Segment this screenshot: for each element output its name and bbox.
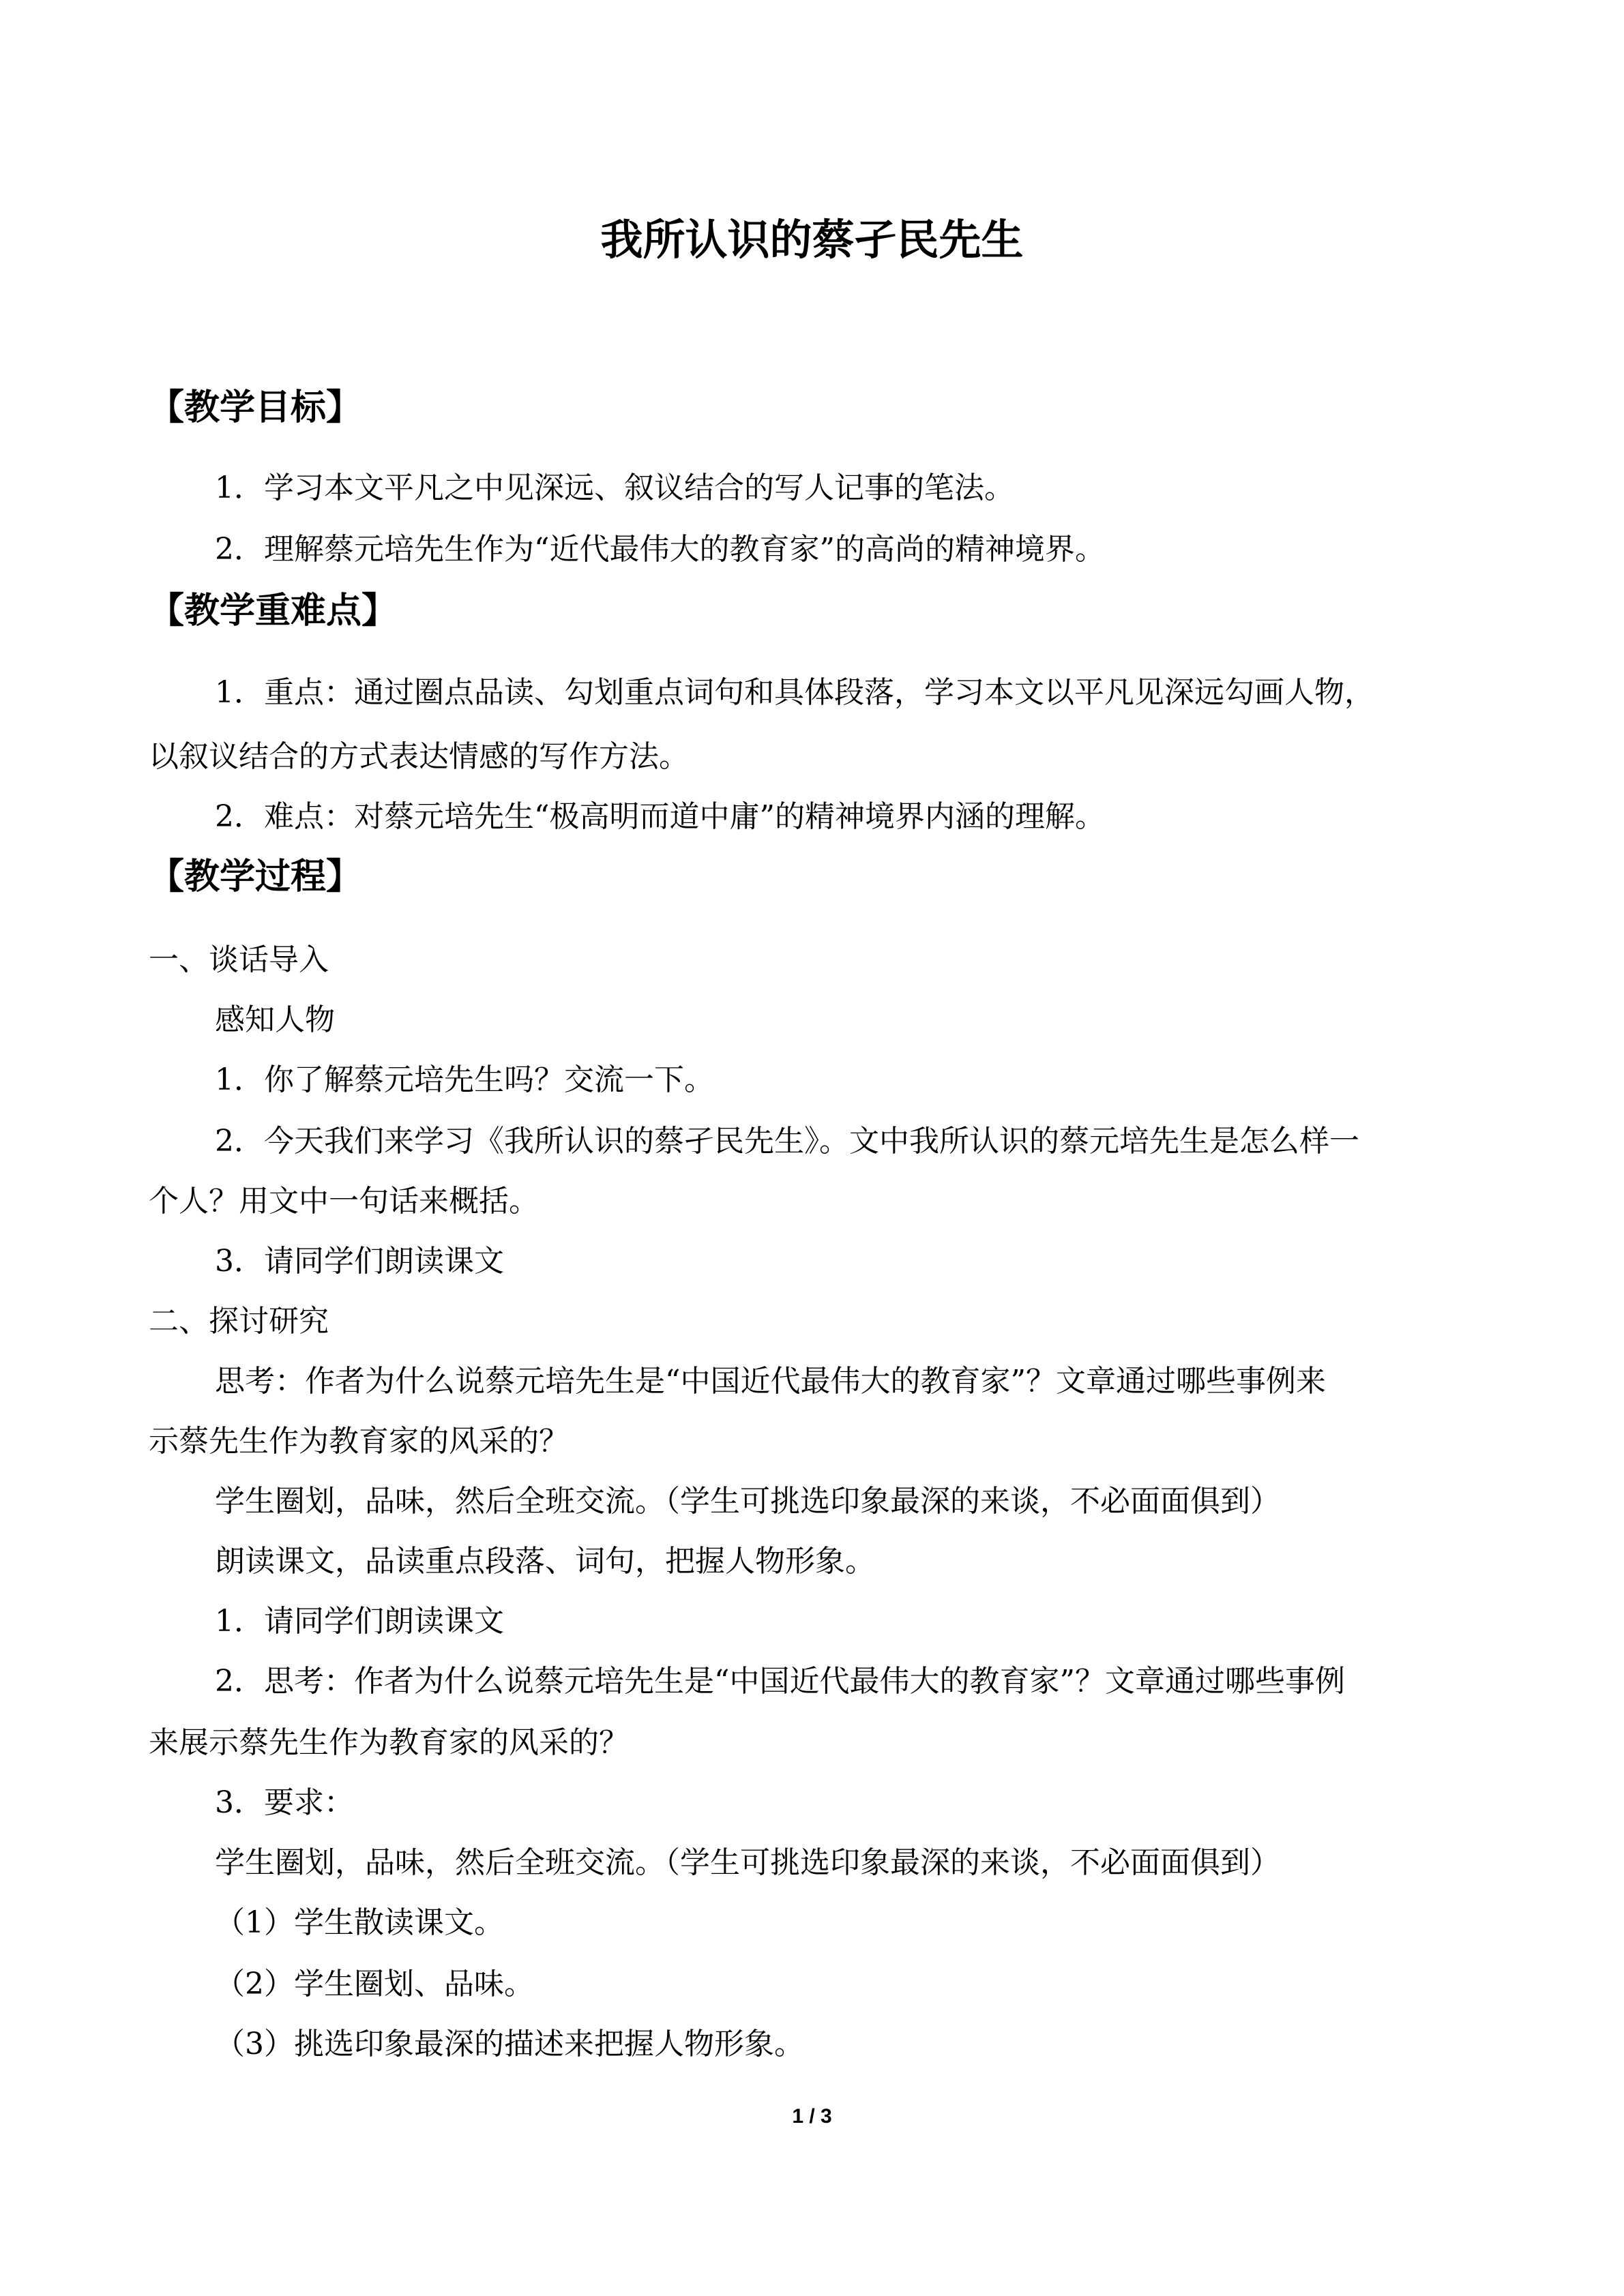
page-title: 我所认识的蔡孑民先生 <box>600 215 1024 265</box>
goal-item-1: 1．学习本文平凡之中见深远、叙议结合的写人记事的笔法。 <box>215 471 1014 505</box>
section-heading-process: 【教学过程】 <box>149 856 362 897</box>
paragraph-line: 3．要求： <box>215 1785 354 1820</box>
goal-item-2: 2．理解蔡元培先生作为“近代最伟大的教育家”的高尚的精神境界。 <box>215 532 1105 567</box>
section-heading-difficulties: 【教学重难点】 <box>149 591 398 631</box>
difficulty-item-2: 2．难点：对蔡元培先生“极高明而道中庸”的精神境界内涵的理解。 <box>215 799 1105 834</box>
paragraph-line: 来展示蔡先生作为教育家的风采的？ <box>149 1725 629 1760</box>
list-item: （3）挑选印象最深的描述来把握人物形象。 <box>215 2027 804 2061</box>
page-number: 1 / 3 <box>792 2105 832 2128</box>
paragraph-line: 思考：作者为什么说蔡元培先生是“中国近代最伟大的教育家”？文章通过哪些事例来 <box>215 1364 1326 1399</box>
list-item: （1）学生散读课文。 <box>215 1905 504 1940</box>
paragraph-line: 1．你了解蔡元培先生吗？交流一下。 <box>215 1062 714 1097</box>
difficulty-item-1: 1．重点：通过圈点品读、勾划重点词句和具体段落，学习本文以平凡见深远勾画人物， <box>215 675 1374 710</box>
paragraph-line: 3．请同学们朗读课文 <box>215 1244 504 1279</box>
paragraph-line: 1．请同学们朗读课文 <box>215 1604 504 1639</box>
paragraph-line: 2．今天我们来学习《我所认识的蔡孑民先生》。文中我所认识的蔡元培先生是怎么样一 <box>215 1124 1359 1159</box>
paragraph-line: 学生圈划，品味，然后全班交流。（学生可挑选印象最深的来谈，不必面面俱到） <box>215 1845 1280 1880</box>
paragraph-line: 示蔡先生作为教育家的风采的？ <box>149 1424 569 1459</box>
list-item: （2）学生圈划、品味。 <box>215 1967 534 2001</box>
part-heading-intro: 一、谈话导入 <box>149 942 329 977</box>
paragraph-line: 个人？用文中一句话来概括。 <box>149 1184 539 1219</box>
paragraph-line: 学生圈划，品味，然后全班交流。（学生可挑选印象最深的来谈，不必面面俱到） <box>215 1484 1280 1519</box>
section-heading-goals: 【教学目标】 <box>149 387 362 428</box>
paragraph-line: 感知人物 <box>215 1002 335 1037</box>
part-heading-discussion: 二、探讨研究 <box>149 1304 329 1339</box>
paragraph-line: 2．思考：作者为什么说蔡元培先生是“中国近代最伟大的教育家”？文章通过哪些事例 <box>215 1664 1345 1699</box>
paragraph-line: 朗读课文，品读重点段落、词句，把握人物形象。 <box>215 1544 875 1579</box>
difficulty-item-1-cont: 以叙议结合的方式表达情感的写作方法。 <box>149 739 689 774</box>
